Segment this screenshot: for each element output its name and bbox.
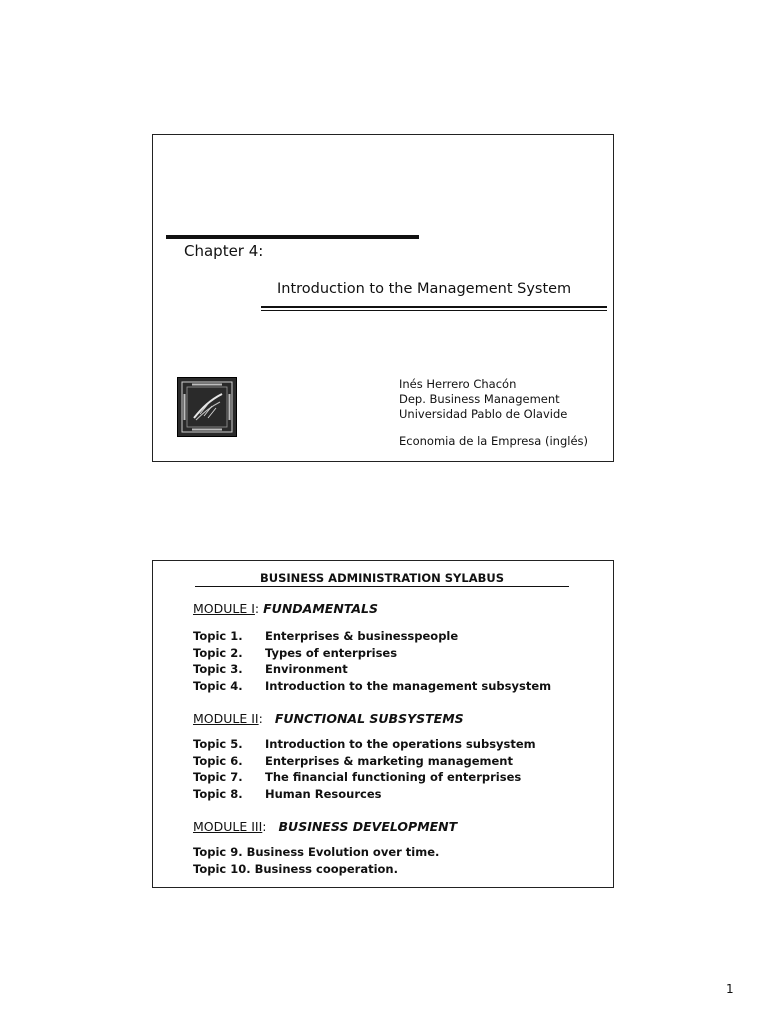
list-item: Topic 9. Business Evolution over time. xyxy=(193,845,440,859)
list-item: Topic 6. Enterprises & marketing management xyxy=(193,753,513,768)
university-logo xyxy=(177,377,237,437)
module-1-topics xyxy=(193,628,551,694)
list-item: Topic 3. Environment xyxy=(193,662,348,676)
list-item: Topic 1. Enterprises & businesspeople xyxy=(193,629,459,643)
list-item: Topic 5. Introduction to the operations subsystem xyxy=(193,737,536,751)
author-department: Dep. Business Management xyxy=(399,392,560,406)
page-number: 1 xyxy=(726,982,734,996)
module-name: FUNCTIONAL SUBSYSTEMS xyxy=(274,711,464,726)
chapter-title: Chapter 4: xyxy=(184,242,264,260)
chapter-subtitle: Introduction to the Management System xyxy=(277,281,572,297)
module-label: MODULE II xyxy=(193,711,259,726)
author-name: Inés Herrero Chacón xyxy=(399,377,517,391)
module-1-heading: MODULE I: FUNDAMENTALS xyxy=(193,601,378,616)
author-block xyxy=(399,377,588,449)
module-2-topics xyxy=(193,736,536,802)
list-item: Topic 2. Types of enterprises xyxy=(193,645,398,660)
module-3-topics xyxy=(193,844,439,877)
module-label: MODULE III xyxy=(193,819,263,834)
list-item: Topic 4. Introduction to the management subsystem xyxy=(193,678,552,693)
top-rule xyxy=(166,235,419,239)
bottom-rule xyxy=(261,306,607,311)
list-item: Topic 10. Business cooperation. xyxy=(193,861,398,876)
slide-syllabus xyxy=(152,560,614,888)
module-name: BUSINESS DEVELOPMENT xyxy=(278,819,458,834)
module-label: MODULE I xyxy=(193,601,255,616)
slide-title xyxy=(152,134,614,462)
list-item: Topic 7. The financial functioning of enterprises xyxy=(193,770,522,784)
course-name: Economia de la Empresa (inglés) xyxy=(399,434,589,448)
module-3-heading: MODULE III: BUSINESS DEVELOPMENT xyxy=(193,819,458,834)
author-university: Universidad Pablo de Olavide xyxy=(399,407,568,421)
syllabus-heading: BUSINESS ADMINISTRATION SYLABUS xyxy=(195,571,569,587)
module-2-heading: MODULE II: FUNCTIONAL SUBSYSTEMS xyxy=(193,711,464,726)
module-name: FUNDAMENTALS xyxy=(263,601,378,616)
list-item: Topic 8. Human Resources xyxy=(193,786,382,801)
